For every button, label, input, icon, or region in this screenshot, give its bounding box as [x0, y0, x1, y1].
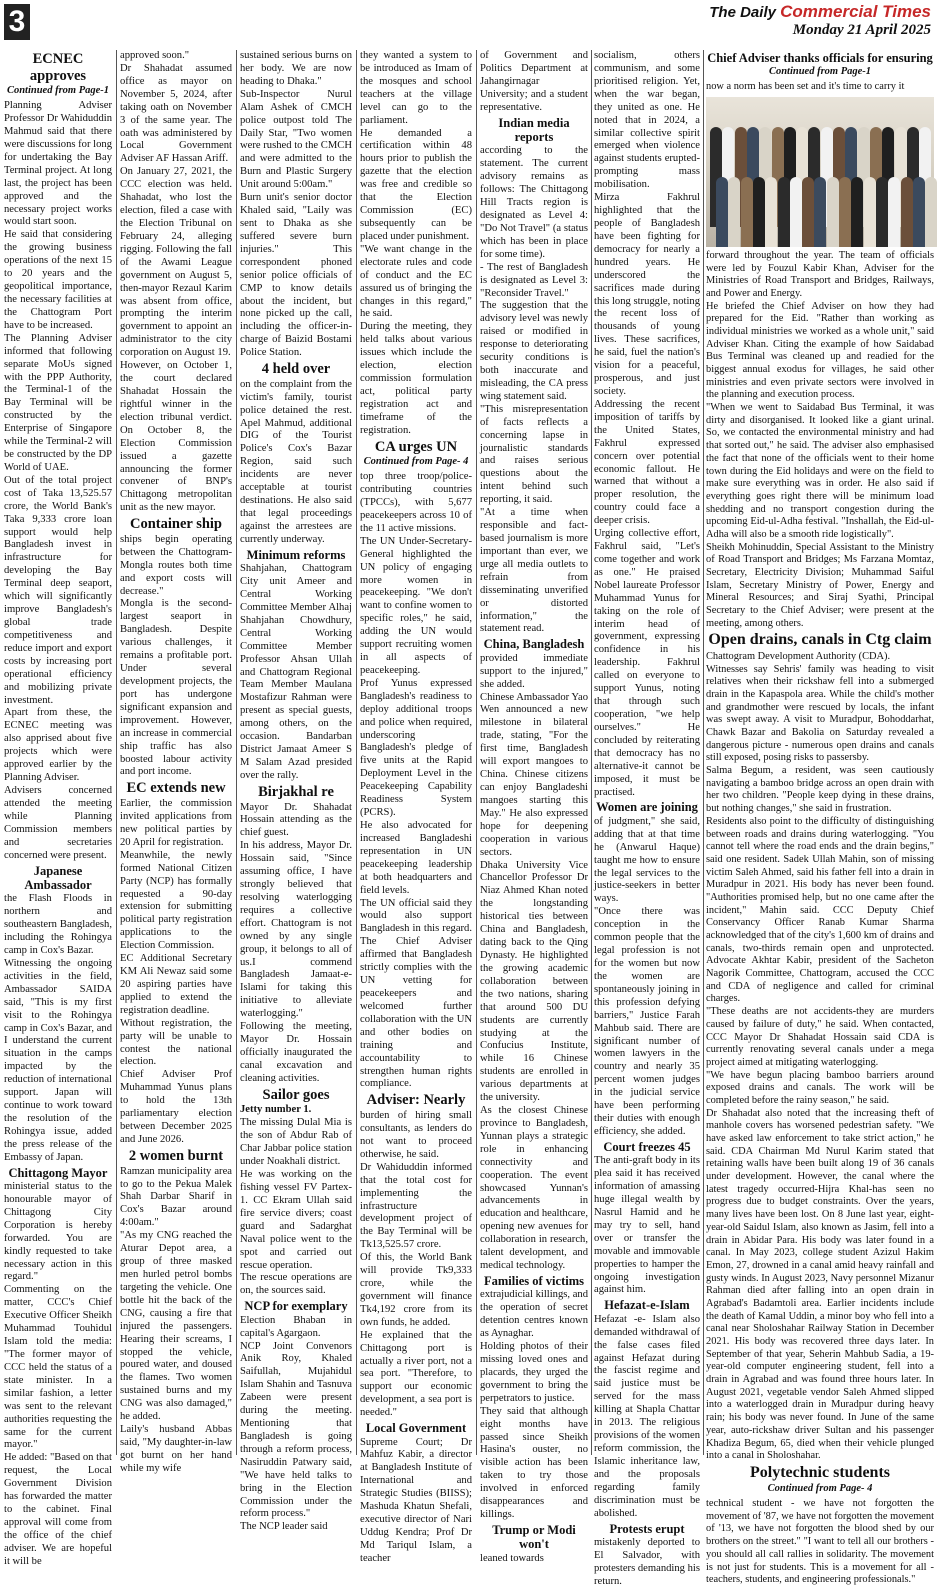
column-rule	[116, 50, 117, 1455]
photo-figure	[864, 177, 876, 247]
paper-prefix: The Daily	[709, 4, 776, 21]
paragraph: - The rest of Bangladesh is designated as Level 3: "Reconsider Travel."	[480, 261, 588, 299]
paragraph: "Once there was conception in the common people that the legal profession is not for the women but now the women are spontaneously joining in this profession defying barriers," Justice Farah Mahbub said. There are significant number of women lawyers in the country and nearly 35 percent women judges in the judicial service have been performing their duties with enough efficiency, she added.	[594, 906, 700, 1137]
continued-note: Continued from Page-1	[768, 66, 872, 78]
paper-name	[709, 2, 931, 22]
paragraph: Dr Shahadat also noted that the increasing theft of manhole covers has worsened pedestrian safety. "We have asked law enforcement to take strict action," he said. CDA Chairman Md Nurul Karim stated that retaining walls have been built along 19 of 36 canals under development. However, the canal where the latest tragedy occurred-Hijra Khal-has seen no progress due to budget constraints. Over the years, many lives have been lost. On 8 June last year, eight-year-old Saidul Islam, also known as Jasim, fell into a drain in Abidar Para. His body was later found in a canal. In May 2023, college student Azizul Hakim Emon, 27, drowned in a canal amid heavy rainfall and gusty winds. In August 2023, Navy personnel Mizanur Rahman died after falling into an open drain in Agrabad's Badamtoli area. Earlier incidents include the death of Kamal Uddin, a minor boy who fell into a canal near Sholoshahar Railway Station in December 2021. His body was recovered three days later. In September of that year, Seherin Mahbub Sadia, a 19-year-old computer engineering student, fell into a drain in Agrabad and was found three hours later. In August 2021, vegetable vendor Saleh Ahmed slipped into a waterlogged drain in Muradpur during heavy rain; his body was never found. In June of the same year, auto-rickshaw driver Sultan and his passenger Khadiza Begum, 65, died when their vehicle plunged into a canal in Sholoshahar.	[706, 1107, 934, 1462]
headline-chief-adviser-thanks: Chief Adviser thanks officials for ensuring	[707, 51, 933, 65]
paragraph: approved soon."	[120, 50, 190, 61]
photo-figure	[790, 177, 802, 247]
paragraph: mistakenly deported to El Salvador, with protesters demanding his return.	[594, 1536, 700, 1587]
photo-figure	[741, 177, 753, 247]
headline-hefazat: Hefazat-e-Islam	[604, 1298, 690, 1313]
page-number: 3	[4, 4, 30, 40]
paragraph: burden of hiring small consultants, as lenders do not want to proceed otherwise, he said.	[360, 1110, 472, 1160]
photo-figure	[901, 177, 913, 247]
paragraph: During the meeting, they held talks about various issues which include the election, election commission formulation act, political party registration act and timeframe of the registration.	[360, 321, 472, 436]
paragraph: "When we went to Saidabad Bus Terminal, it was dirty and disorganised. It looked like a giant urinal. So, we contacted the environmental ministry and had that sorted out," he said. The adviser also emphasised the fact that none of the officials went to their home town during the Eid holidays and were on the field to make sure everything was in order. He also said if everything goes right there will be minimum load shedding and no transport congestion during the upcoming Eid-ul-Adha festival. "Inshallah, the Eid-ul-Adha will also be a smooth ride logistically".	[706, 402, 934, 540]
paragraph: Burn unit's senior doctor Khaled said, "Laily was sent to Dhaka as she suffered severe burn injuries." This correspondent phoned senior police officials of CMP to know details about the incident, but none picked up the call, including the officer-in-charge of Baizid Bostami Police Station.	[240, 192, 352, 359]
paragraph: The UN Under-Secretary-General highlighted the UN policy of engaging more women in peacekeeping. "We don't want to confine women to specific roles," he said, adding the UN would support recruiting women in all aspects of peacekeeping.	[360, 535, 472, 676]
paragraph: He also advocated for increased Bangladeshi representation in UN peacekeeping leadership at both headquarters and field levels.	[360, 820, 472, 896]
paragraph: of Government and Politics Department at Jahangirnagar University; and a student representative.	[480, 50, 588, 113]
paragraph: Dr Shahadat assumed office as mayor on November 5, 2024, after taking oath on November 3 of the same year. The oath was administered by Local Government Adviser AF Hassan Ariff.	[120, 62, 232, 165]
headline-2-women-burnt: 2 women burnt	[128, 1147, 224, 1164]
paragraph: Chattogram Development Authority (CDA).	[706, 650, 891, 662]
column-rule	[476, 50, 477, 1455]
paragraph: the Flash Floods in northern and southeastern Bangladesh, including the Rohingya camp in Cox's Bazar.	[4, 893, 112, 956]
photo-figure	[802, 177, 814, 247]
paragraph: according to the statement. The current advisory remains as follows: The Chittagong Hill Tracts region is designated as Level 4: "Do Not Travel" (a status which has been in place for some time).	[480, 145, 588, 260]
headline-ncp-exemplary: NCP for exemplary	[244, 1299, 348, 1314]
paragraph: Earlier, the commission invited applications from new political parties by 20 April for registration.	[120, 798, 232, 848]
paragraph: EC Additional Secretary KM Ali Newaz said some 20 aspiring parties have applied to extend the registration deadline.	[120, 953, 232, 1016]
paragraph: Mirza Fakhrul highlighted that the people of Bangladesh have been fighting for democracy for nearly a hundred years. He underscored the sacrifices made during this long struggle, noting the recent loss of thousands of young lives. These sacrifices, he said, fuel the nation's vision for a peaceful, prosperous, and just society.	[594, 192, 700, 397]
headline-ecnec: ECNEC approves	[29, 51, 87, 84]
photo-figure	[728, 177, 740, 247]
paragraph: Witnessing the ongoing activities in the field, Ambassador SAIDA said, "This is my first visit to the Rohingya camp in Cox's Bazar, and I understand the current situation in the camps impacted by the reduction of international support. Japan will continue to work toward the resolution of the Rohingya issue, added the press release of the Embassy of Japan.	[4, 957, 112, 1163]
paragraph: He demanded a certification within 48 hours prior to publish the gazette that the election was free and credible so that the Election Commission (EC) subsequently can be placed under punishment.	[360, 127, 472, 242]
paragraph: The NCP leader said	[240, 1521, 328, 1533]
issue-date: Monday 21 April 2025	[792, 22, 931, 38]
headline-adviser-nearly: Adviser: Nearly	[366, 1092, 466, 1109]
column-4	[360, 50, 472, 1564]
photo-figure	[765, 177, 777, 247]
headline-container-ship: Container ship	[130, 516, 222, 533]
group-photo	[706, 97, 934, 247]
headline-chittagong-mayor: Chittagong Mayor	[8, 1165, 108, 1180]
paragraph: ministerial status to the honourable mayor of Chittagong City Corporation is hereby forwarded. You are kindly requested to take necessary action in this regard."	[4, 1181, 112, 1283]
column-rule	[356, 50, 357, 1455]
paragraph: The rescue operations are on, the sources said.	[240, 1272, 352, 1297]
paragraph: The missing Dulal Mia is the son of Abdur Rab of Char Jabbar police station under Noakhali district.	[240, 1117, 352, 1168]
paragraph: Addressing the recent imposition of tariffs by the United States, Fakhrul expressed concern over potential economic fallout. He warned that without a proper resolution, the country could face a deeper crisis.	[594, 398, 700, 527]
paragraph: However, on October 1, the court declared Shahadat Hossain the rightful winner in the election tribunal verdict. On October 8, the Election Commission issued a gazette announcing the former convener of BNP's Chittagong metropolitan unit as the new mayor.	[120, 360, 232, 514]
paragraph: Prof Yunus expressed Bangladesh's readiness to deploy additional troops and police when required, underscoring Bangladesh's pledge of five units at the Rapid Deployment Level in the Peacekeeping Capability Readiness System (PCRS).	[360, 677, 472, 819]
photo-figure	[827, 177, 839, 247]
paragraph: Witnesses say Sehris' family was heading to visit relatives when their rickshaw fell into a submerged drain in the Kapaspola area. While the child's mother and grandmother were rescued by locals, the infant was swept away. A visit to Muradpur, Bohoddarhat, Chawk Bazar and Bakolia on Saturday revealed a dangerous picture - numerous open drains and canals still exposed, posing risks to passersby.	[706, 663, 934, 764]
paragraph: forward throughout the year. The team of officials were led by Fouzul Kabir Khan, Adviser for the Ministries of Road Transport and Bridges, Railways, and Power and Energy.	[706, 249, 934, 299]
headline-minimum-reforms: Minimum reforms	[246, 547, 346, 562]
paragraph: He was working on the fishing vessel FV Partex-1. CC Ekram Ullah said fire service divers; coast guard and Sadarghat Naval police went to the spot and carried out rescue operation.	[240, 1169, 352, 1271]
headline-japanese-ambassador: Japanese Ambassador	[24, 863, 92, 892]
paragraph: "As my CNG reached the Aturar Depot area, a group of three masked men hurled petrol bombs targeting the vehicle. One bottle hit the back of the CNG, causing a fire that injured the passengers. Hearing their screams, I stopped the vehicle, poured water, and doused the flames. Two women sustained burns and my CNG was also damaged," he added.	[120, 1230, 232, 1423]
paragraph: now a norm has been set and it's time to carry it	[706, 81, 905, 93]
headline-families-of-victims: Families of victims	[484, 1274, 584, 1289]
column-7	[706, 50, 934, 1586]
paragraph: NCP Joint Convenors Anik Roy, Khaled Saifullah, Mujahidul Islam Shahin and Tasnuva Zabeen were present during the meeting. Mentioning that Bangladesh is going through a reform process, Nasiruddin Patwary said, "We have held talks to bring in the Election Commission under the reform process."	[240, 1340, 352, 1520]
paragraph: Without registration, the party will be unable to contest the national election.	[120, 1017, 232, 1068]
paragraph: Following the meeting, Mayor Dr. Hossain officially inaugurated the canal excavation and cleaning activities.	[240, 1021, 352, 1084]
paragraph: Urging collective effort, Fakhrul said, "Let's come together and work as one." He praised Nobel laureate Professor Muhammad Yunus for taking on the role of interim head of government, expressing confidence in his leadership. Fakhrul called on everyone to support Yunus, noting that through such cooperation, "we help ourselves." He concluded by reiterating that democracy has no alternative-it cannot be imposed, it must be practised.	[594, 528, 700, 798]
paragraph: Laily's husband Abbas said, "My daughter-in-law got burnt on her hand while my wife	[120, 1424, 232, 1474]
column-1	[4, 50, 112, 1567]
paragraph: Dr Wahiduddin informed that the total cost for implementing the infrastructure development project of the Bay Terminal will be Tk13,525.57 crore.	[360, 1161, 472, 1251]
paragraph: Jetty number 1.	[240, 1104, 312, 1116]
paragraph: Dhaka University Vice Chancellor Professor Dr Niaz Ahmed Khan noted the longstanding historical ties between China and Bangladesh, dating back to the Qing Dynasty. He highlighted the growing academic collaboration between the two nations, sharing that around 500 DU students are currently studying at the Confucius Institute, while 16 Chinese students are enrolled in various departments at the university.	[480, 859, 588, 1104]
paragraph: Meanwhile, the newly formed National Citizen Party (NCP) has formally requested a 90-day extension for submitting political party registration applications to the Election Commission.	[120, 849, 232, 952]
headline-trump-modi: Trump or Modi won't	[492, 1522, 576, 1552]
paragraph: He briefed the Chief Adviser on how they had prepared for the Eid. "Rather than working as individual ministries we worked as a whole unit," said Adviser Khan. Citing the example of how Saidabad Bus Terminal was cleaned up and readied for the biggest annual exodus for villages, he said other ministries and even private sectors were involved in the planning and execution process.	[706, 300, 934, 401]
paragraph: "At a time when responsible and fact-based journalism is more important than ever, we urge all media outlets to refrain from disseminating unverified or distorted information," the statement read.	[480, 507, 588, 635]
paragraph: Of this, the World Bank will provide Tk9,333 crore, while the government will finance Tk4,192 crore from its own funds, he added.	[360, 1252, 472, 1328]
paragraph: They said that although eight months have passed since Sheikh Hasina's ouster, no visible action has been taken to try those involved in enforced disappearances and killings.	[480, 1405, 588, 1521]
paragraph: Mongla is the second-largest seaport in Bangladesh. Despite various challenges, it remains a profitable port. Under several development projects, the port has undergone significant expansion and improvement. However, an increase in commercial ship traffic has also boosted labour activity and port income.	[120, 598, 232, 778]
column-5	[480, 50, 588, 1564]
paragraph: In his address, Mayor Dr. Hossain said, "Since assuming office, I have strongly believed that resolving waterlogging requires a collective effort. Chattogram is not owned by any single group, it belongs to all of us.I commend Bangladesh Jamaat-e-Islami for taking this initiative to alleviate waterlogging."	[240, 840, 352, 1020]
paragraph: Chinese Ambassador Yao Wen announced a new milestone in bilateral trade, stating, "For the first time, Bangladesh will export mangoes to China. Chinese citizens can enjoy Bangladeshi mangoes starting this May." He also expressed hope for deepening cooperation in various sectors.	[480, 691, 588, 858]
headline-polytechnic-students: Polytechnic students	[750, 1463, 890, 1481]
paragraph: socialism, others communism, and some prioritised religion. Yet, when the war began, they united as one. He noted that in 2024, a similar collective spirit emerged when violence against students erupted-prompting mass mobilisation.	[594, 50, 700, 191]
column-6	[594, 50, 700, 1587]
headline-open-drains: Open drains, canals in Ctg claim	[708, 631, 932, 649]
column-rule	[703, 50, 704, 1455]
paragraph: Chief Adviser Prof Muhammad Yunus plans to hold the 13th parliamentary election between December 2025 and June 2026.	[120, 1069, 232, 1146]
paragraph: The UN official said they would also support Bangladesh in this regard. The Chief Adviser affirmed that Bangladesh strictly complies with the UN vetting for peacekeepers and welcomed further collaboration with the UN and other bodies on training and accountability to strengthen human rights compliance.	[360, 897, 472, 1090]
paragraph: Mayor Dr. Shahadat Hossain attending as the chief guest.	[240, 801, 352, 839]
paragraph: ships begin operating between the Chattogram-Mongla routes both time and export costs will decrease."	[120, 533, 232, 597]
headline-sailor-goes: Sailor goes	[262, 1086, 330, 1103]
column-rule	[591, 50, 592, 1455]
headline-china-bangladesh: China, Bangladesh	[483, 637, 585, 652]
paragraph: "This misrepresentation of facts reflects a concerning lapse in journalistic standards and raises serious questions about the intent behind such reporting, it said.	[480, 403, 588, 506]
paragraph: He added: "Based on that request, the Local Government Division has forwarded the matter to the cabinet. Final approval will come from the office of the chief adviser. We are hopeful it will be	[4, 1452, 112, 1567]
paragraph: As the closest Chinese province to Bangladesh, Yunnan plays a strategic role in enhancing connectivity and cooperation. The event showcased Yunnan's advancements in education and healthcare, opening new avenues for collaboration in research, talent development, and medical technology.	[480, 1105, 588, 1272]
paragraph: "We want change in the electorate rules and code of conduct and the EC assured us of bringing the changes in this regard," he said.	[360, 243, 472, 320]
paragraph: Ramzan municipality area to go to the Pekua Malek Shah Darbar Sharif in Cox's Bazar around 4:00am."	[120, 1165, 232, 1229]
column-rule	[236, 50, 237, 1455]
headline-protests-erupt: Protests erupt	[609, 1521, 685, 1536]
photo-figure	[876, 177, 888, 247]
continued-note: Continued from Page- 4	[767, 1483, 873, 1495]
paragraph: Salma Begum, a resident, was seen cautiously navigating a bamboo bridge across an open drain with her two children. "People keep dying in these drains, but nothing changes," she said in frustration.	[706, 765, 934, 815]
headline-ec-extends: EC extends new	[126, 780, 226, 797]
paragraph: extrajudicial killings, and the operation of secret detention centres known as Aynaghar.	[480, 1289, 588, 1340]
continued-note: Continued from Page-1	[6, 85, 110, 97]
paragraph: Residents also point to the difficulty of distinguishing between roads and drains during waterlogging. "You cannot tell where the road ends and the drain begins," said one resident. Sadek Ullah Mahin, son of missing victim Saleh Ahmed, said his father fell into a drain in Muradpur in 2021. His body has never been found. "Authorities promised help, but no one came after the incident," Mahin said. CCC Deputy Chief Conservancy Officer Ranab Kumar Sharma acknowledged that of the city's 1,600 km of drains and canals, two-thirds remain open and unprotected. Advocate Akhtar Kabir, president of the Sacheton Nagorik Committee, Chattogram, accused the CCC and CDA of negligence and called for criminal charges.	[706, 815, 934, 1005]
paragraph: they wanted a system to be introduced as Imam of the mosques and school teachers at the village level can go to the parliament.	[360, 50, 472, 126]
paragraph: provided immediate support to the injured," she added.	[480, 652, 588, 690]
paragraph: Sheikh Mohinuddin, Special Assistant to the Ministry of Road Transport and Bridges; Ms Farzana Momtaz, Secretary, Electricity Division; Muhammad Saiful Islam, Secretary Ministry of Power, Energy and Mineral Resources; and Siraj Syathi, Principal Secretary to the Chief Adviser; were present at the meeting, among others.	[706, 541, 934, 629]
paragraph: On January 27, 2021, the CCC election was held. Shahadat, who lost the election, filed a case with the Election Tribunal on February 24, alleging rigging. Following the fall of the Awami League government on August 5, then-mayor Rezaul Karim was absent from office, prompting the interim government to appoint an administrator to the city corporation on August 19.	[120, 166, 232, 359]
headline-court-freezes: Court freezes 45	[603, 1139, 691, 1154]
paper-title: Commercial Times	[780, 2, 931, 21]
headline-local-government: Local Government	[365, 1421, 467, 1436]
paragraph: Commenting on the matter, CCC's Chief Executive Officer Sheikh Muhammad Touhidul Islam told the media: "The former mayor of CCC held the status of a state minister. In a similar fashion, a letter was sent to the relevant authorities requesting the same for the current mayor."	[4, 1284, 112, 1451]
masthead	[0, 0, 937, 44]
paragraph: "These deaths are not accidents-they are murders caused by failure of duty," he said. When contacted, CCC Mayor Dr Shahadat Hossain said CDA is currently renovating several canals under a mega project aimed at mitigating waterlogging.	[706, 1006, 934, 1068]
continued-note: Continued from Page- 4	[363, 456, 469, 468]
paragraph: Out of the total project cost of Taka 13,525.57 crore, the World Bank's Taka 9,333 crore loan support would help Bangladesh invest in infrastructure for developing the Bay Terminal deep seaport, which will significantly improve Bangladesh's global trade competitiveness and reduce import and export costs by increasing port operational efficiency and mobilizing private investment.	[4, 474, 112, 706]
paragraph: He explained that the Chittagong port is actually a river port, not a sea port. "Therefore, to support our economic development, a sea port is needed."	[360, 1329, 472, 1419]
photo-figure	[839, 177, 851, 247]
headline-women-joining: Women are joining	[596, 800, 698, 815]
paragraph: Advisers concerned attended the meeting while Planning Commission members and secretaries concerned were present.	[4, 785, 112, 861]
paragraph: He said that considering the growing business operations of the next 15 to 20 years and the geopolitical importance, the necessary facilities at the Chattogram Port have to be increased.	[4, 229, 112, 331]
headline-4-held-over: 4 held over	[261, 361, 331, 378]
paragraph: The Planning Adviser informed that following separate MoUs signed with the PPP Authority, the Terminal-1 of the Bay Terminal will be constructed by the Enterprise of Singapore while the Terminal-2 will be constructed by the DP World of UAE.	[4, 332, 112, 473]
paragraph: sustained serious burns on her body. We are now heading to Dhaka."	[240, 50, 352, 87]
paragraph: Shahjahan, Chattogram City unit Ameer and Central Working Committee Member Alhaj Shahjahan Chowdhury, Central Working Committee Member Professor Ahsan Ullah and Chattogram Regional Team Member Maulana Mostafizur Rahman were present as special guests, among others, on the occasion. Bandarban District Jamaat Ameer S M Salam Azad presided over the rally.	[240, 563, 352, 781]
photo-figure	[778, 177, 790, 247]
paragraph: Election Bhaban in capital's Agargaon.	[240, 1314, 352, 1339]
paragraph: "We have begun placing bamboo barriers around exposed drains and canals. The work will be completed before the rainy season," he said.	[706, 1069, 934, 1106]
paragraph: Planning Adviser Professor Dr Wahiduddin Mahmud said that there were discussions for long for undertaking the Bay Terminal project. At long last, the project has been approved and the necessary project works would start soon.	[4, 100, 112, 228]
paragraph: top three troop/police-contributing countries (TPCCs), with 5,677 peacekeepers across 10 of the 11 active missions.	[360, 471, 472, 534]
paragraph: The anti-graft body in its plea said it has received information of amassing huge illegal wealth by Nasrul Hamid and he may try to sell, hand over or transfer the movable and immovable properties to hamper the ongoing investigation against him.	[594, 1155, 700, 1296]
paragraph: Apart from these, the ECNEC meeting was also apprised about five projects which were approved earlier by the Planning Adviser.	[4, 707, 112, 784]
paragraph: leaned towards	[480, 1552, 544, 1564]
photo-figure	[814, 177, 826, 247]
column-3	[240, 50, 352, 1533]
paragraph: technical student - we have not forgotten the movement of '87, we have not forgotten the movement of '13, we have not forgotten the blood shed by our brothers on the street." "I want to tell all our brothers - you should all call rallies in solidarity. The movement is not just for students. This is a movement for all - teachers, students, and engineering professionals."	[706, 1498, 934, 1586]
photo-figure	[716, 177, 728, 247]
paragraph: of judgment," she said, adding that at that time he (Anwarul Haque) taught me how to ensure the legal services to the justice-seekers in better ways.	[594, 815, 700, 905]
paragraph: on the complaint from the victim's family, tourist police detained the rest. Apel Mahmud, additional DIG of the Tourist Police's Cox's Bazar Region, said such incidents are never acceptable at tourist destinations. He also said that legal proceedings against the arrestees are currently underway.	[240, 378, 352, 545]
photo-figure	[888, 177, 900, 247]
photo-figure	[753, 177, 765, 247]
paragraph: The suggestion that the advisory level was newly raised or modified in response to deteriorating security conditions is both inaccurate and misleading, the CA press wing statement said.	[480, 300, 588, 402]
headline-ca-urges-un: CA urges UN	[374, 438, 458, 455]
photo-figure	[913, 177, 925, 247]
paragraph: Holding photos of their missing loved ones and placards, they urged the government to bring the perpetrators to justice.	[480, 1341, 588, 1404]
paragraph: Supreme Court; Dr Mahfuz Kabir, a director at Bangladesh Institute of International and Strategic Studies (BIISS); Mashuda Khatun Shefali, executive director of Nari Uddug Kendra; Prof Dr Md Tariqul Islam, a teacher	[360, 1436, 472, 1564]
paragraph: Hefazat -e- Islam also demanded withdrawal of the false cases filed against Hefazat during the fascist regime and said justice must be served for the mass killing at Shapla Chattar in 2013. The religious provisions of the women reform commission, the Islamic inheritance law, and the proposals regarding family discrimination must be abolished.	[594, 1313, 700, 1519]
photo-figure	[925, 177, 937, 247]
photo-figure	[851, 177, 863, 247]
headline-birjakhal: Birjakhal re	[258, 783, 334, 800]
paragraph: Sub-Inspector Nurul Alam Ashek of CMCH police outpost told The Daily Star, "Two women were rushed to the CMCH and were admitted to the Burn and Plastic Surgery Unit around 5:00am."	[240, 88, 352, 191]
headline-indian-media: Indian media reports	[498, 115, 570, 144]
column-2	[120, 50, 232, 1474]
